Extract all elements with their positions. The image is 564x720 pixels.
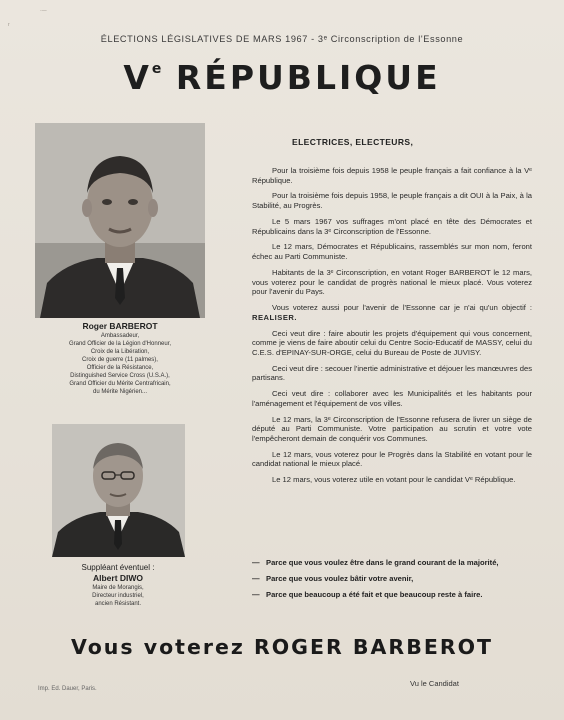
vote-slogan: Vous voterez ROGER BARBEROT xyxy=(70,635,494,659)
candidate-name: Roger BARBEROT xyxy=(82,321,158,331)
letter-paragraph: Le 12 mars, la 3ᵉ Circonscription de l'Essonne refusera de livrer un siège de député au Parti Communiste. Votre participation au scrutin et votre vote l'empêcheront demain de conquérir vos Communes. xyxy=(252,414,532,443)
reason-item xyxy=(252,590,534,600)
candidate-title-line: Croix de guerre (11 palmes), xyxy=(82,357,158,363)
substitute-photo xyxy=(52,424,185,557)
candidate-title-line: Grand Officier de la Légion d'Honneur, xyxy=(68,341,172,347)
election-header: ÉLECTIONS LÉGISLATIVES DE MARS 1967 - 3ᵉ Circonscription de l'Essonne xyxy=(100,34,464,44)
letter-paragraph: Ceci veut dire : collaborer avec les Municipalités et les habitants pour l'aménagement et l'équipement de vos villes. xyxy=(252,389,532,408)
dash-marker: — xyxy=(252,574,260,583)
reason-item xyxy=(252,574,534,584)
letter-paragraph: Le 12 mars, vous voterez pour le Progrès dans la Stabilité en votant pour le candidat national le mieux placé. xyxy=(252,449,532,469)
candidate-portrait-image xyxy=(35,123,205,318)
margin-ink-mark: r xyxy=(8,22,10,28)
candidate-title-line: Croix de la Libération, xyxy=(90,349,150,355)
title-superscript: e xyxy=(151,61,162,77)
substitute-title-line: Maire de Morangis, xyxy=(92,585,144,591)
title-v: V xyxy=(123,58,152,97)
dash-marker: — xyxy=(252,590,260,599)
letter-paragraph: Pour la troisième fois depuis 1958 le peuple français a fait confiance à la Vᵉ République. xyxy=(252,166,532,185)
letter-paragraph: Pour la troisième fois depuis 1958, le peuple français a dit OUI à la Paix, à la Stabilité, au Progrès. xyxy=(252,191,532,211)
letter-paragraph: Habitants de la 3ᵉ Circonscription, en votant Roger BARBEROT le 12 mars, vous voterez pour le candidat de progrès national le mieux placé. Vous voterez pour l'avenir du Pays. xyxy=(252,267,532,297)
dash-marker: — xyxy=(252,558,260,567)
letter-paragraph: Ceci veut dire : faire aboutir les projets d'équipement qui vous concernent, comme je viens de faire aboutir celui du Centre Socio-Educatif de MASSY, celui du C.E.S. d'EPINAY-SUR-ORGE, celui du Bureau de Poste de JUVISY. xyxy=(252,328,532,357)
candidate-photo xyxy=(35,123,205,318)
candidate-approval: Vu le Candidat xyxy=(410,679,459,688)
substitute-name: Albert DIWO xyxy=(92,573,144,583)
reason-text: Parce que vous voulez bâtir votre avenir, xyxy=(266,574,414,583)
objective-text: Vous voterez aussi pour l'avenir de l'Essonne car je n'ai qu'un objectif : xyxy=(272,303,532,313)
letter-paragraph-objective xyxy=(252,303,532,322)
substitute-title-line: Directeur industriel, xyxy=(92,593,144,599)
corner-ink-mark: ·— xyxy=(40,8,47,14)
letter-paragraph: Le 12 mars, vous voterez utile en votant pour le candidat Vᵉ République. xyxy=(272,475,516,485)
title-rest: RÉPUBLIQUE xyxy=(161,58,441,97)
letter-paragraph: Le 12 mars, Démocrates et Républicains, rassemblés sur mon nom, feront échec au Parti Communiste. xyxy=(252,242,532,262)
candidate-title-line: Distinguished Service Cross (U.S.A.), xyxy=(70,373,170,379)
candidate-title-line: du Mérite Nigérien... xyxy=(92,389,148,395)
reason-text: Parce que beaucoup a été fait et que beaucoup reste à faire. xyxy=(266,590,483,599)
reason-text: Parce que vous voulez être dans le grand courant de la majorité, xyxy=(266,558,499,567)
candidate-caption xyxy=(22,320,218,396)
reasons-list xyxy=(252,558,534,606)
substitute-caption xyxy=(40,562,196,608)
reason-item xyxy=(252,558,534,568)
letter-paragraph: Ceci veut dire : secouer l'inertie administrative et déjouer les manœuvres des partisans. xyxy=(252,363,532,383)
realiser-keyword: REALISER. xyxy=(252,312,298,322)
substitute-portrait-image xyxy=(52,424,185,557)
substitute-title-line: ancien Résistant. xyxy=(94,601,142,607)
substitute-label: Suppléant éventuel : xyxy=(81,563,155,572)
letter-greeting: ELECTRICES, ELECTEURS, xyxy=(292,137,414,147)
candidate-title-line: Ambassadeur, xyxy=(100,333,140,339)
candidate-title-line: Officier de la Résistance, xyxy=(86,365,154,371)
candidate-title-line: Grand Officier du Mérite Centrafricain, xyxy=(69,381,171,387)
letter-body xyxy=(252,166,532,491)
page-title xyxy=(0,58,564,97)
printer-imprint: Imp. Ed. Dauer, Paris. xyxy=(38,686,97,692)
letter-paragraph: Le 5 mars 1967 vos suffrages m'ont placé en tête des Démocrates et Républicains dans la 3ᵉ Circonscription de l'Essonne. xyxy=(252,216,532,236)
